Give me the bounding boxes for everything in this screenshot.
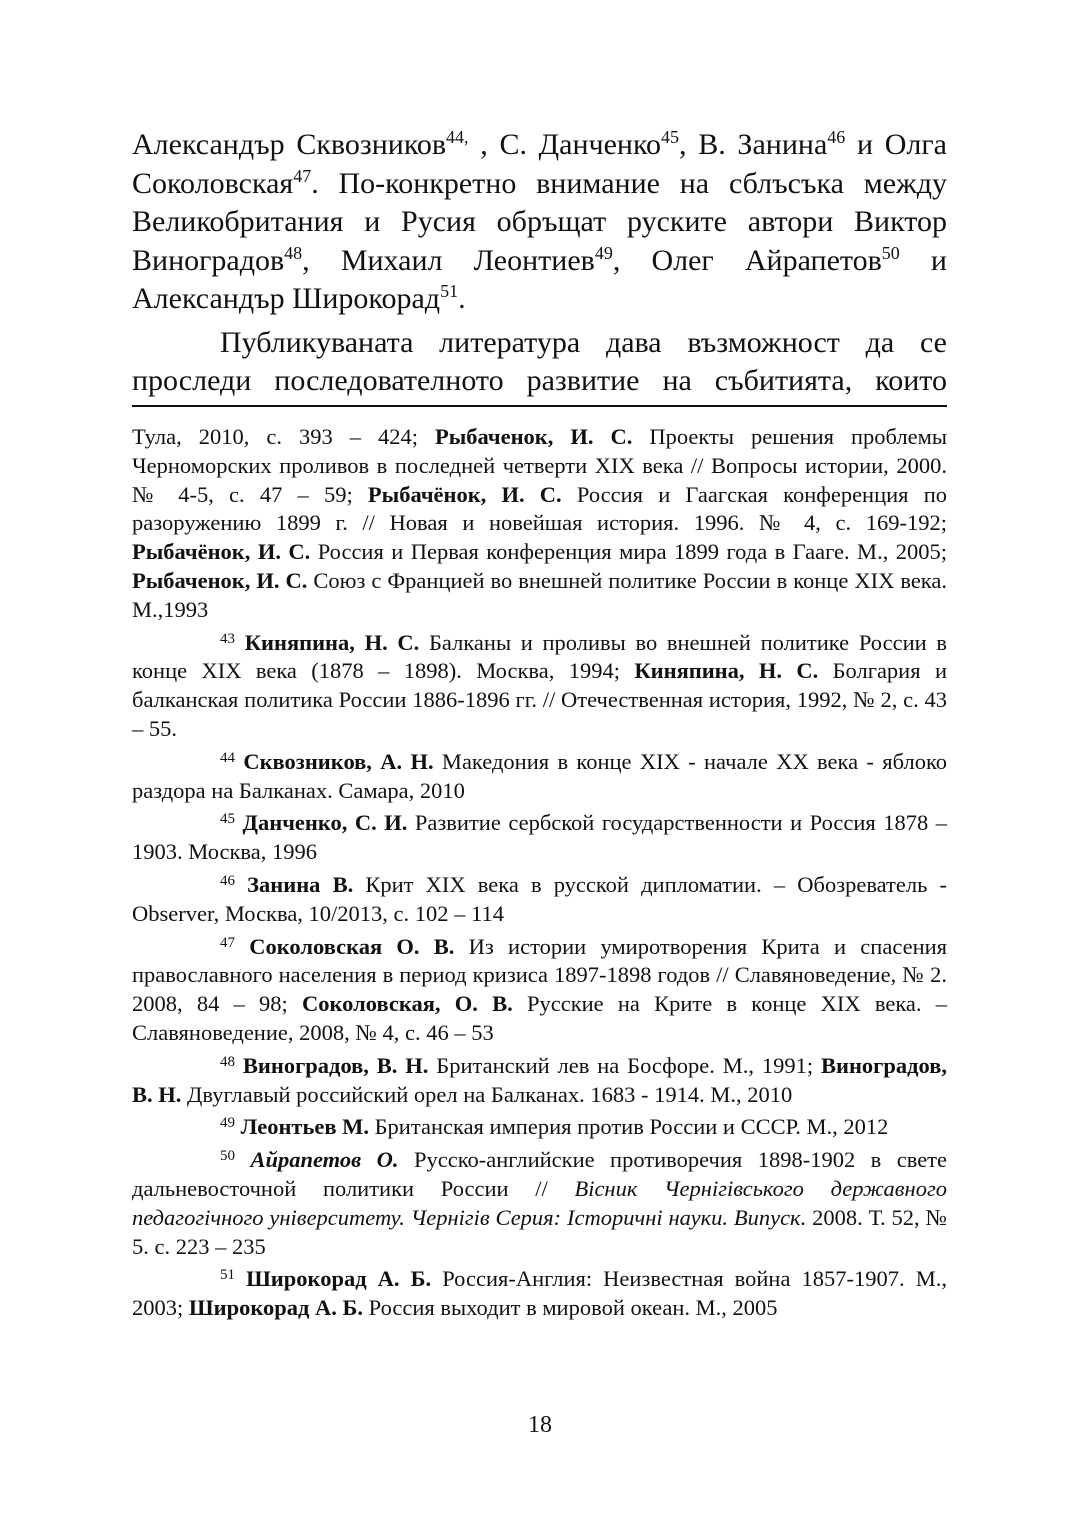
- footnote-49: $^{49}$ Леонтьев М. Британская империя против России и СССР. М., 2012: [220, 1114, 889, 1140]
- footnote-ref-49[interactable]: 49: [594, 242, 613, 263]
- footnote-43: $^{43}$ Киняпина, Н. С. Балканы и проливы во внешней политике России в конце XIX века (1878 – 1898). Москва, 1994; Киняпина, Н. С. Болгария и балканская политика России 1886-1896 гг. // Отечественная история, 1992, № 2, с. 43 – 55.: [132, 629, 947, 741]
- footnote-number: 50: [220, 1148, 235, 1165]
- footnote-ref-48[interactable]: 48: [284, 242, 303, 263]
- footnote-ref-46[interactable]: 46: [827, 127, 846, 147]
- body-paragraph-1: Александър Сквозников$^{44,}$ , С. Данченко$^{45}$, В. Занина$^{46}$ и Олга Соколовская$^{47}$. По-конкретно внимание на сблъсъка между Великобритания и Русия обръщат руските автори Виктор Виноградов$^{48}$, Михаил Леонтиев$^{49}$, Олег Айрапетов$^{50}$ и Александър Широкорад$^{51}$.: [132, 127, 947, 315]
- footnote-number: 48: [220, 1053, 235, 1070]
- footnote-47: $^{47}$ Соколовская О. В. Из истории умиротворения Крита и спасения православного населения в период кризиса 1897-1898 годов // Славяноведение, № 2. 2008, 84 – 98; Соколовская, О. В. Русские на Крите в конце XIX века. – Славяноведение, 2008, № 4, с. 46 – 53: [132, 933, 947, 1045]
- main-text: [132, 126, 947, 401]
- footnote-ref-50[interactable]: 50: [881, 242, 900, 263]
- footnote-46: $^{46}$ Занина В. Крит XIX века в русской дипломатии. – Обозреватель - Observer, Москва, 10/2013, с. 102 – 114: [132, 871, 948, 926]
- body-paragraph-2: Публикуваната литература дава възможност да се проследи последователното развитие на събитията, които: [132, 325, 947, 397]
- footnotes: [132, 423, 947, 1327]
- footnote-ref-44[interactable]: 44,: [446, 127, 469, 147]
- footnote-number: 46: [220, 872, 235, 889]
- footnote-44: $^{44}$ Сквозников, А. Н. Македония в конце XIX - начале XX века - яблоко раздора на Балканах. Самара, 2010: [132, 748, 948, 803]
- footnote-continued: Тула, 2010, с. 393 – 424; Рыбаченок, И. С. Проекты решения проблемы Черноморских проливов в последней четверти XIX века // Вопросы истории, 2000. № 4-5, с. 47 – 59; Рыбачёнок, И. С. Россия и Гаагская конференция по разоружению 1899 г. // Новая и новейшая история. 1996. № 4, с. 169-192; Рыбачёнок, И. С. Россия и Первая конференция мира 1899 года в Гааге. М., 2005; Рыбаченок, И. С. Союз с Францией во внешней политике России в конце XIX века. М.,1993: [132, 424, 948, 622]
- footnote-51: $^{51}$ Широкорад А. Б. Россия-Англия: Неизвестная война 1857-1907. М., 2003; Широкорад А. Б. Россия выходит в мировой океан. М., 2005: [132, 1266, 947, 1321]
- footnote-50: $^{50}$ Айрапетов О. Русско-английские противоречия 1898-1902 в свете дальневосточной политики России // Вісник Чернігівського державного педагогічного університету. Чернігів Серия: Історичні науки. Випуск. 2008. Т. 52, № 5. с. 223 – 235: [132, 1147, 948, 1259]
- footnote-number: 45: [220, 811, 235, 828]
- footnote-number: 44: [220, 749, 235, 766]
- footnote-number: 47: [220, 934, 235, 951]
- footnote-number: 43: [220, 630, 235, 647]
- footnote-ref-51[interactable]: 51: [440, 281, 459, 301]
- footnote-number: 51: [220, 1267, 235, 1284]
- footnote-number: 49: [220, 1115, 235, 1132]
- footnote-ref-47[interactable]: 47: [293, 165, 312, 186]
- footnote-separator: [132, 405, 947, 407]
- footnote-45: $^{45}$ Данченко, С. И. Развитие сербской государственности и Россия 1878 – 1903. Москва, 1996: [132, 810, 947, 865]
- page-number: 18: [528, 1412, 552, 1438]
- footnote-48: $^{48}$ Виноградов, В. Н. Британский лев на Босфоре. М., 1991; Виноградов, В. Н. Двуглавый российский орел на Балканах. 1683 - 1914. М., 2010: [132, 1052, 947, 1107]
- footnote-ref-45[interactable]: 45: [661, 127, 680, 147]
